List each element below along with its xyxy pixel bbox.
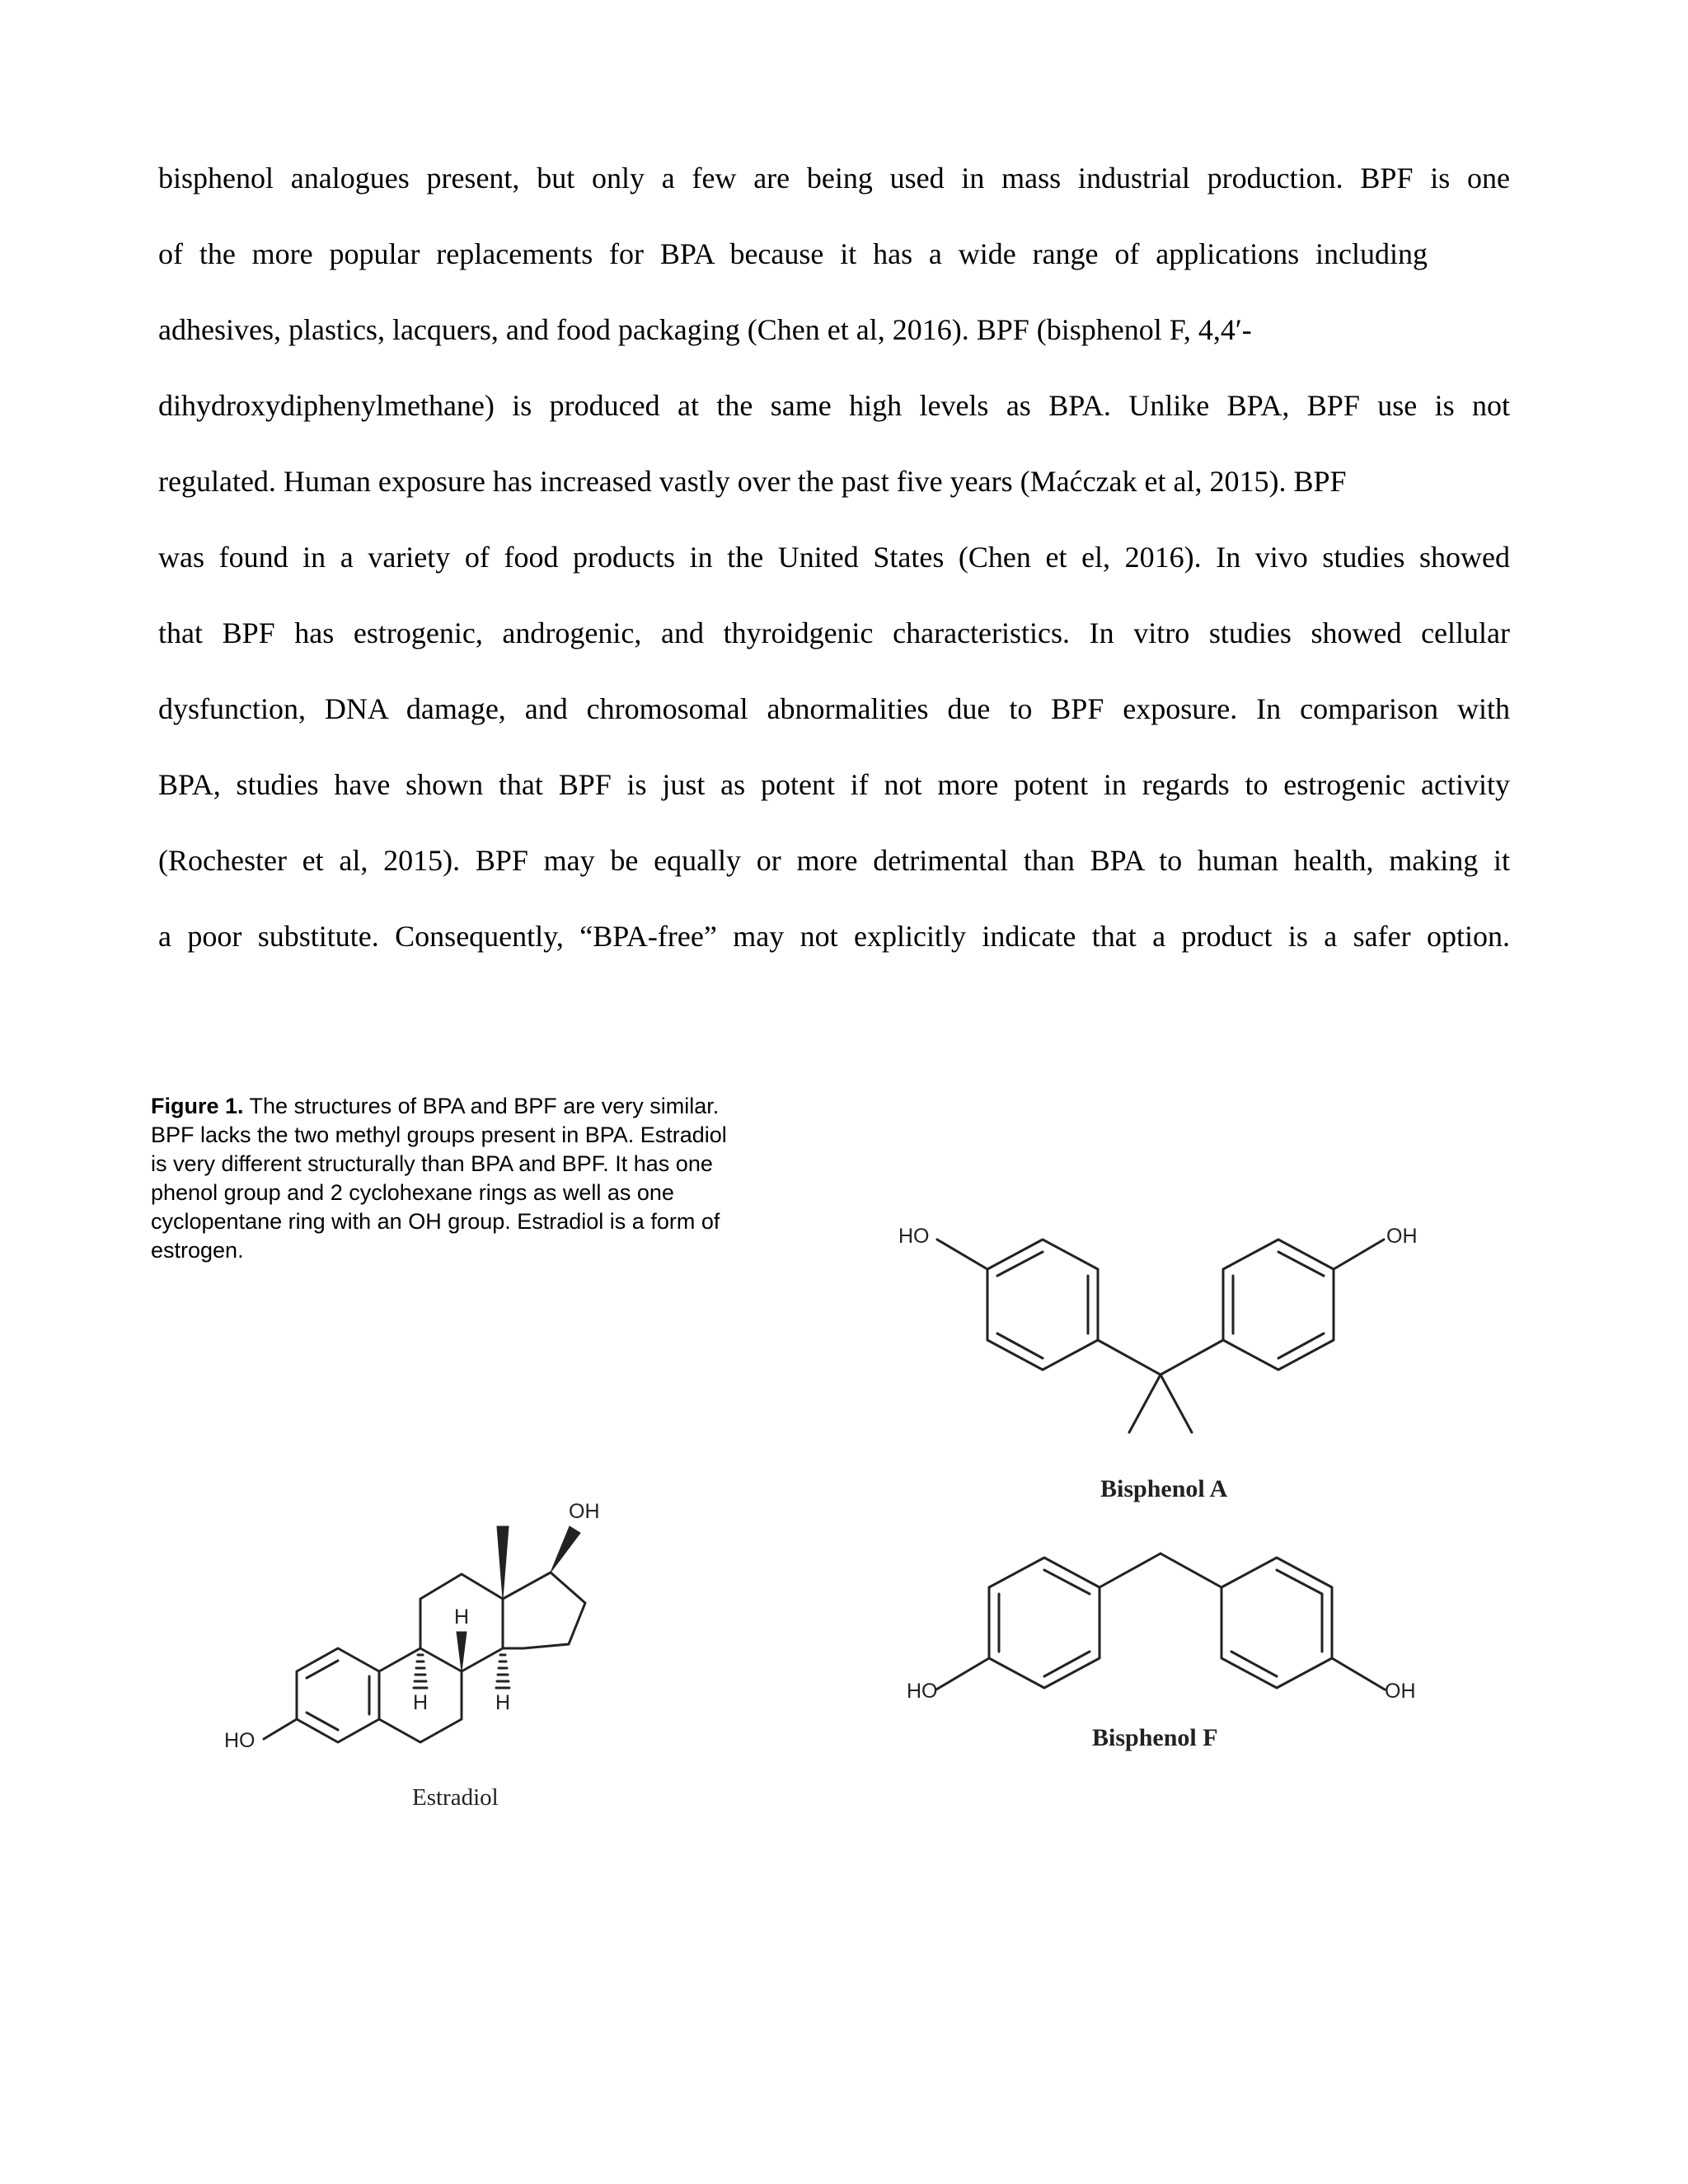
estradiol-hashed-bond-left — [414, 1655, 427, 1688]
caption-line: is very different structurally than BPA and BPF. It has one — [151, 1151, 713, 1176]
bpa-left-ring — [987, 1240, 1098, 1370]
estradiol-oh-wedge — [551, 1526, 580, 1572]
paragraph-line: BPA, studies have shown that BPF is just as potent if not more potent in regards to estrogenic activity — [158, 768, 1510, 801]
paragraph-line: regulated. Human exposure has increased vastly over the past five years (Maćczak et al, 2015). BPF — [158, 465, 1347, 498]
estradiol-structure — [214, 1475, 742, 1863]
caption-line: estrogen. — [151, 1238, 244, 1263]
bisphenol-a-label: Bisphenol A — [1100, 1475, 1228, 1502]
estradiol-hydrogen-top: H — [454, 1605, 470, 1629]
bpf-right-hydroxyl: OH — [1385, 1680, 1416, 1703]
bpa-left-hydroxyl: HO — [898, 1225, 930, 1248]
bisphenol-f-label: Bisphenol F — [1092, 1724, 1218, 1751]
estradiol-phenol-hydroxyl: HO — [224, 1729, 256, 1752]
bpf-left-hydroxyl: HO — [907, 1680, 938, 1703]
paragraph-line: of the more popular replacements for BPA because it has a wide range of applications including — [158, 237, 1428, 270]
paragraph-line: bisphenol analogues present, but only a few are being used in mass industrial production. BPF is one — [158, 162, 1510, 194]
paragraph-line: dihydroxydiphenylmethane) is produced at the same high levels as BPA. Unlike BPA, BPF use is not — [158, 389, 1510, 422]
body-paragraph — [158, 148, 1510, 982]
paragraph-line: (Rochester et al, 2015). BPF may be equally or more detrimental than BPA to human health, making it — [158, 844, 1510, 877]
bpf-left-ring — [989, 1558, 1100, 1688]
paragraph-line: a poor substitute. Consequently, “BPA-free” may not explicitly indicate that a product is a safer option. — [158, 920, 1510, 953]
bpa-right-ring — [1223, 1240, 1334, 1370]
estradiol-hashed-bond-right — [496, 1655, 509, 1688]
estradiol-ring-d — [503, 1572, 585, 1648]
paragraph-line: adhesives, plastics, lacquers, and food packaging (Chen et al, 2016). BPF (bisphenol F, 4,4′- — [158, 313, 1252, 346]
caption-line: cyclopentane ring with an OH group. Estradiol is a form of — [151, 1209, 720, 1234]
caption-line: phenol group and 2 cyclohexane rings as well as one — [151, 1180, 674, 1205]
estradiol-h-wedge — [457, 1632, 467, 1671]
estradiol-top-hydroxyl: OH — [569, 1500, 600, 1523]
paragraph-line: dysfunction, DNA damage, and chromosomal abnormalities due to BPF exposure. In comparison with — [158, 692, 1510, 725]
paragraph-line: was found in a variety of food products in the United States (Chen et el, 2016). In vivo studies showed — [158, 541, 1510, 574]
bisphenol-a-structure — [890, 1212, 1451, 1516]
estradiol-hydrogen-left: H — [413, 1691, 429, 1714]
bpf-right-ring — [1221, 1558, 1332, 1688]
paragraph-line: that BPF has estrogenic, androgenic, and thyroidgenic characteristics. In vitro studies showed cellular — [158, 616, 1510, 649]
bisphenol-f-structure — [890, 1549, 1451, 1772]
estradiol-ring-a — [297, 1648, 379, 1742]
caption-first-line — [151, 1092, 785, 1121]
figure-label: Figure 1. — [151, 1094, 244, 1118]
caption-text: The structures of BPA and BPF are very similar. — [243, 1094, 720, 1118]
bpa-right-hydroxyl: OH — [1386, 1225, 1418, 1248]
estradiol-label: Estradiol — [412, 1784, 499, 1811]
estradiol-methyl-wedge — [497, 1526, 509, 1599]
caption-line: BPF lacks the two methyl groups present in BPA. Estradiol — [151, 1122, 727, 1147]
estradiol-hydrogen-right: H — [495, 1691, 511, 1714]
figure-caption — [151, 1092, 785, 1265]
